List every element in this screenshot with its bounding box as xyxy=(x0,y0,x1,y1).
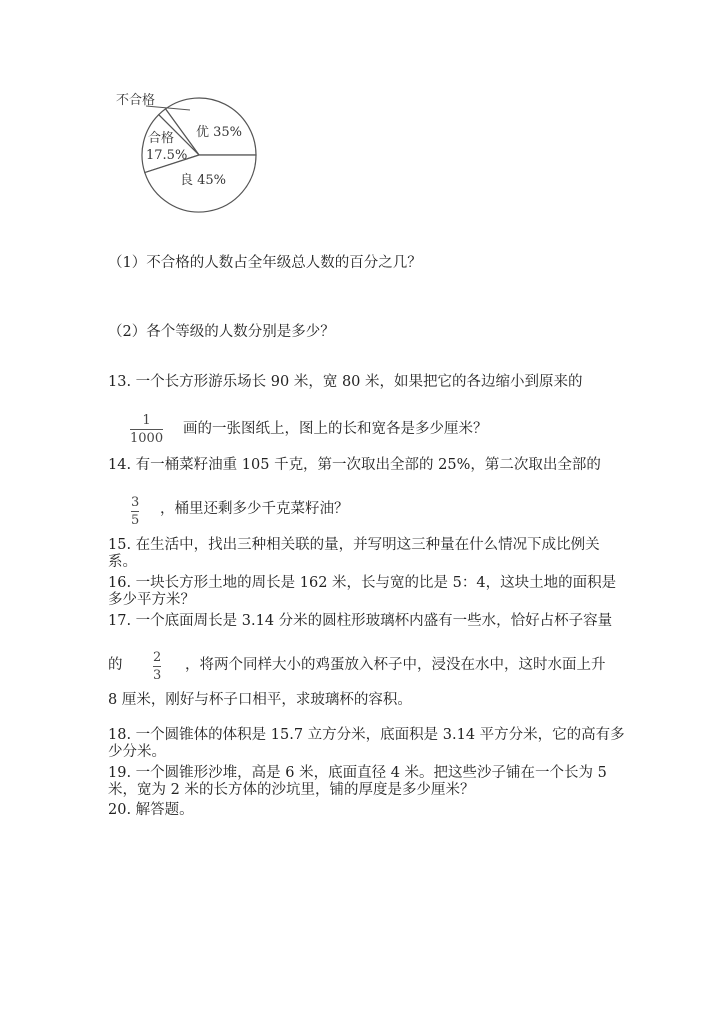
question-16-line1: 16. 一块长方形土地的周长是 162 米，长与宽的比是 5：4，这块土地的面积是 xyxy=(108,575,617,591)
question-18-line2: 少分米。 xyxy=(108,744,166,760)
question-15-line1: 15. 在生活中，找出三种相关联的量，并写明这三种量在什么情况下成比例关 xyxy=(108,537,600,553)
question-17-line3: 8 厘米，刚好与杯子口相平，求玻璃杯的容积。 xyxy=(108,692,412,708)
question-17-line1: 17. 一个底面周长是 3.14 分米的圆柱形玻璃杯内盛有一些水，恰好占杯子容量 xyxy=(108,613,613,629)
question-18-line1: 18. 一个圆锥体的体积是 15.7 立方分米，底面积是 3.14 平方分米，它的高有多 xyxy=(108,727,625,743)
question-15-line2: 系。 xyxy=(108,554,137,570)
denominator: 3 xyxy=(153,668,162,683)
question-14-line2: ，桶里还剩多少千克菜籽油？ xyxy=(160,501,349,517)
fraction-3-5 xyxy=(131,495,139,528)
question-19-line2: 米，宽为 2 米的长方体的沙坑里，铺的厚度是多少厘米？ xyxy=(108,782,475,798)
denominator: 1000 xyxy=(130,431,164,446)
question-12-2: （2）各个等级的人数分别是多少？ xyxy=(108,324,335,340)
numerator: 3 xyxy=(131,495,140,510)
question-17-line2: ，将两个同样大小的鸡蛋放入杯子中，浸没在水中，这时水面上升 xyxy=(185,657,606,673)
slice-label-qualified: 合格 xyxy=(148,131,175,146)
question-12-1: （1）不合格的人数占全年级总人数的百分之几？ xyxy=(108,255,422,271)
pie-chart xyxy=(100,80,280,220)
numerator: 1 xyxy=(142,413,151,428)
question-16-line2: 多少平方米？ xyxy=(108,592,195,608)
question-19-line1: 19. 一个圆锥形沙堆，高是 6 米，底面直径 4 米。把这些沙子铺在一个长为 5 xyxy=(108,765,607,781)
question-13-line2: 画的一张图纸上，图上的长和宽各是多少厘米？ xyxy=(183,421,488,437)
fraction-2-3 xyxy=(153,650,161,683)
slice-label-good: 良 45% xyxy=(180,173,227,188)
slice-label-excellent: 优 35% xyxy=(196,125,243,140)
question-17-prefix: 的 xyxy=(108,657,123,673)
slice-label-qualified-pct: 17.5% xyxy=(146,148,188,163)
numerator: 2 xyxy=(153,650,162,665)
slice-label-unqualified: 不合格 xyxy=(116,93,156,108)
question-20: 20. 解答题。 xyxy=(108,802,194,818)
denominator: 5 xyxy=(131,513,140,528)
question-13-line1: 13. 一个长方形游乐场长 90 米，宽 80 米，如果把它的各边缩小到原来的 xyxy=(108,374,583,390)
fraction-1-1000 xyxy=(130,413,163,446)
question-14-line1: 14. 有一桶菜籽油重 105 千克，第一次取出全部的 25%，第二次取出全部的 xyxy=(108,457,601,473)
